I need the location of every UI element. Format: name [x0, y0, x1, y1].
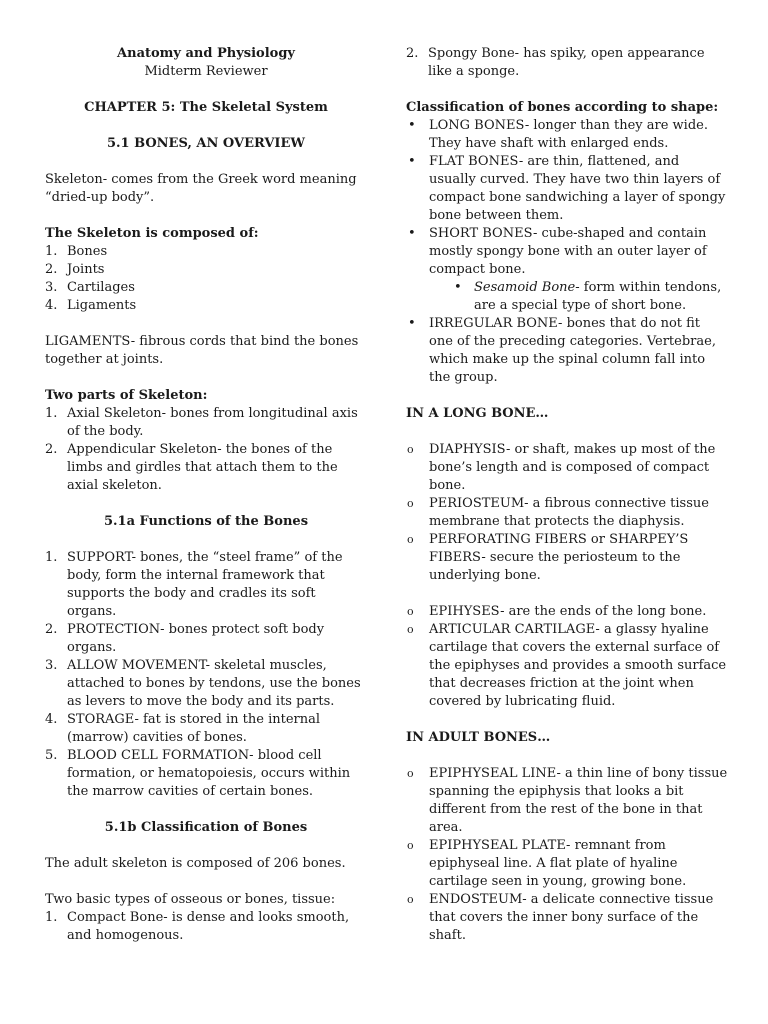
skeleton-definition: Skeleton- comes from the Greek word meaning “dried-up body”.	[45, 172, 357, 205]
two-parts-heading: Two parts of Skeleton:	[45, 388, 208, 403]
left-column	[45, 45, 367, 945]
composed-list	[45, 243, 367, 315]
document-title: Anatomy and Physiology	[117, 46, 295, 61]
list-item: o ARTICULAR CARTILAGE- a glassy hyaline cartilage that covers the external surface of the epiphyses and provides a smooth surface that decreases friction at the joint when covered by lubricating fluid.	[407, 622, 727, 709]
list-item: o EPIHYSES- are the ends of the long bone.	[407, 604, 707, 619]
tissue-types-list	[45, 909, 367, 945]
shape-list	[406, 117, 728, 387]
list-item: 1. Axial Skeleton- bones from longitudinal axis of the body.	[45, 406, 358, 439]
composed-heading: The Skeleton is composed of:	[45, 226, 259, 241]
list-item: 1. Bones	[45, 244, 108, 259]
document-subtitle: Midterm Reviewer	[144, 64, 268, 79]
right-column	[406, 45, 728, 945]
list-item: 2. PROTECTION- bones protect soft body organs.	[45, 622, 325, 655]
list-item: 4. Ligaments	[45, 298, 137, 313]
list-item: o ENDOSTEUM- a delicate connective tissue that covers the inner bony surface of the shaft.	[407, 892, 714, 943]
list-item: o EPIPHYSEAL PLATE- remnant from epiphyseal line. A flat plate of hyaline cartilage seen in young, growing bone.	[407, 838, 687, 889]
long-bone-heading: IN A LONG BONE…	[406, 406, 549, 421]
sesamoid-term: Sesamoid Bone	[474, 280, 576, 295]
list-item: o EPIPHYSEAL LINE- a thin line of bony tissue spanning the epiphysis that looks a bit different from the rest of the bone in that area.	[407, 766, 728, 835]
list-item: • SHORT BONES- cube-shaped and contain mostly spongy bone with an outer layer of compact bone.	[408, 226, 707, 277]
section-heading-5-1: 5.1 BONES, AN OVERVIEW	[106, 136, 306, 151]
ligaments-definition: LIGAMENTS- fibrous cords that bind the bones together at joints.	[45, 334, 359, 367]
long-bone-list-2	[406, 603, 728, 711]
list-item: o DIAPHYSIS- or shaft, makes up most of the bone’s length and is composed of compact bone.	[407, 442, 716, 493]
list-item: 2. Appendicular Skeleton- the bones of the limbs and girdles that attach them to the axial skeleton.	[45, 442, 338, 493]
two-parts-list	[45, 405, 367, 495]
list-item: 5. BLOOD CELL FORMATION- blood cell formation, or hematopoiesis, occurs within the marrow cavities of certain bones.	[45, 748, 351, 799]
adult-bone-count: The adult skeleton is composed of 206 bones.	[45, 856, 346, 871]
list-item: 2. Joints	[45, 262, 105, 277]
list-item: 3. Cartilages	[45, 280, 135, 295]
adult-bones-heading: IN ADULT BONES…	[406, 730, 551, 745]
tissue-types-intro: Two basic types of osseous or bones, tissue:	[45, 892, 336, 907]
functions-list	[45, 549, 367, 801]
list-item: 4. STORAGE- fat is stored in the internal (marrow) cavities of bones.	[45, 712, 321, 745]
list-item: 3. ALLOW MOVEMENT- skeletal muscles, attached to bones by tendons, use the bones as levers to move the body and its parts.	[45, 658, 361, 709]
list-item: • IRREGULAR BONE- bones that do not fit one of the preceding categories. Vertebrae, which make up the spinal column fall into the group.	[408, 316, 716, 385]
section-heading-5-1b: 5.1b Classification of Bones	[104, 820, 308, 835]
list-item: o PERFORATING FIBERS or SHARPEY’S FIBERS- secure the periosteum to the underlying bone.	[407, 532, 689, 583]
list-item: • LONG BONES- longer than they are wide. They have shaft with enlarged ends.	[408, 118, 708, 151]
list-item: 1. SUPPORT- bones, the “steel frame” of the body, form the internal framework that supports the body and cradles its soft organs.	[45, 550, 343, 619]
adult-bones-list	[406, 765, 728, 945]
long-bone-list	[406, 441, 728, 585]
list-item: 2. Spongy Bone- has spiky, open appearance like a sponge.	[406, 46, 705, 79]
sub-list-item: • Sesamoid Bone- form within tendons, are a special type of short bone.	[454, 280, 722, 313]
section-heading-5-1a: 5.1a Functions of the Bones	[103, 514, 309, 529]
list-item: o PERIOSTEUM- a fibrous connective tissue membrane that protects the diaphysis.	[407, 496, 709, 529]
shape-classification-heading: Classification of bones according to shape:	[406, 100, 719, 115]
list-item: 1. Compact Bone- is dense and looks smooth, and homogenous.	[45, 910, 350, 943]
chapter-heading: CHAPTER 5: The Skeletal System	[84, 100, 328, 115]
list-item: • FLAT BONES- are thin, flattened, and usually curved. They have two thin layers of compact bone sandwiching a layer of spongy bone between them.	[408, 154, 726, 223]
